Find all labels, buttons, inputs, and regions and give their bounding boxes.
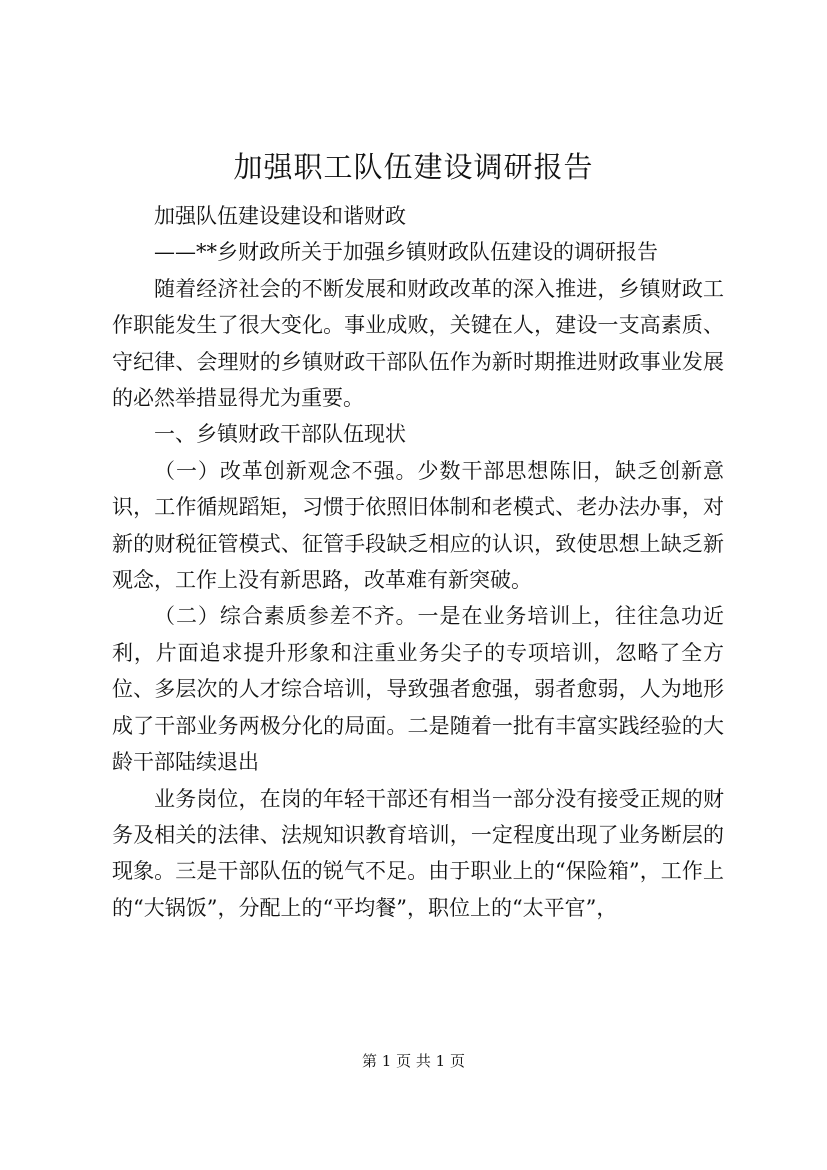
intro-paragraph: 随着经济社会的不断发展和财政改革的深入推进，乡镇财政工作职能发生了很大变化。事业成败，关键在人，建设一支高素质、守纪律、会理财的乡镇财政干部队伍作为新时期推进财政事业发展的必然举措显得尤为重要。	[112, 276, 724, 411]
subtitle-line: 加强队伍建设建设和谐财政	[154, 204, 406, 228]
section-heading: 一、乡镇财政干部队伍现状	[154, 422, 406, 447]
body-paragraph: （二）综合素质参差不齐。一是在业务培训上，往往急功近利，片面追求提升形象和注重业务尖子的专项培训，忽略了全方位、多层次的人才综合培训，导致强者愈强，弱者愈弱，人为地形成了干部业务两极分化的局面。二是随着一批有丰富实践经验的大龄干部陆续退出	[112, 604, 724, 775]
body-paragraph: （一）改革创新观念不强。少数干部思想陈旧，缺乏创新意识，工作循规蹈矩，习惯于依照旧体制和老模式、老办法办事，对新的财税征管模式、征管手段缺乏相应的认识，致使思想上缺乏新观念，工作上没有新思路，改革难有新突破。	[112, 458, 724, 593]
page-footer: 第 1 页 共 1 页	[362, 1052, 465, 1070]
subheading-line: ——**乡财政所关于加强乡镇财政队伍建设的调研报告	[154, 240, 658, 265]
body-paragraph: 业务岗位，在岗的年轻干部还有相当一部分没有接受正规的财务及相关的法律、法规知识教育培训，一定程度出现了业务断层的现象。三是干部队伍的锐气不足。由于职业上的“保险箱”，工作上的“大锅饭”，分配上的“平均餐”，职位上的“太平官”，	[112, 786, 724, 920]
document-title: 加强职工队伍建设调研报告	[233, 150, 594, 184]
document-body	[112, 198, 724, 926]
